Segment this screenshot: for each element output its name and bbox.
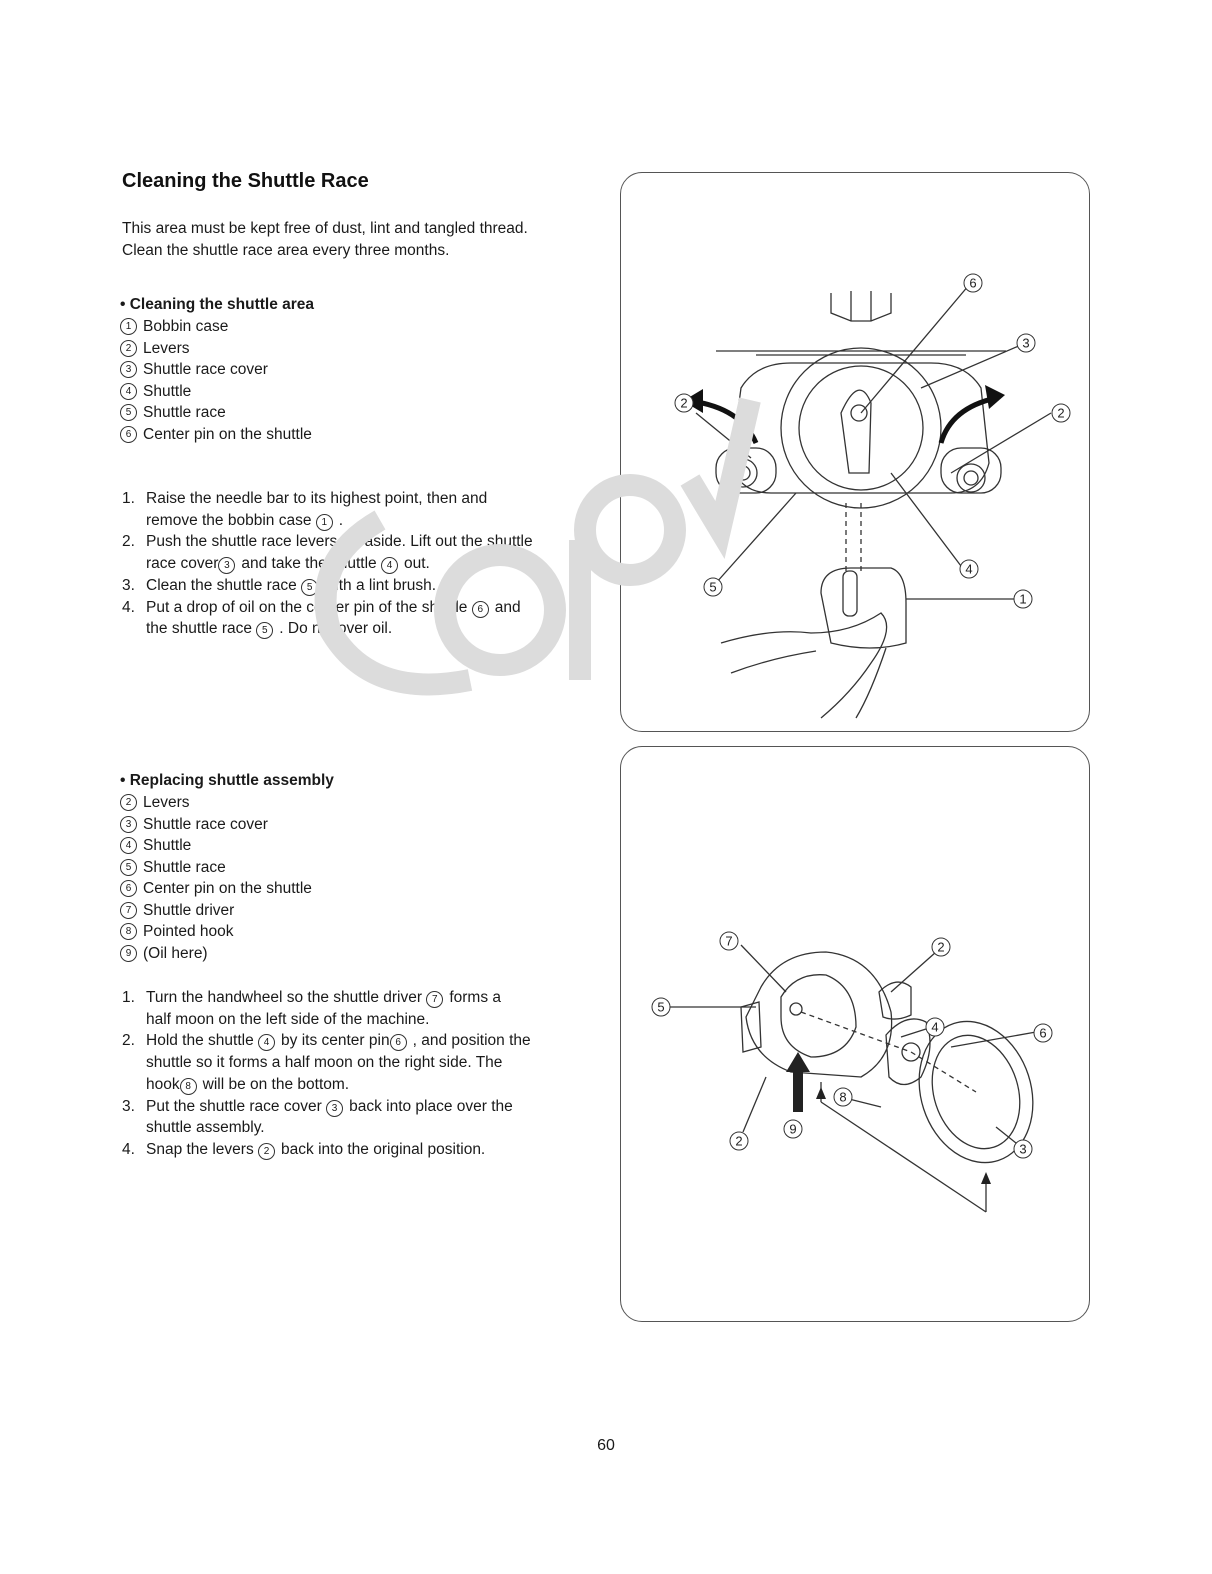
callout-label: 2 [1057, 405, 1065, 421]
step-text: forms a [449, 989, 502, 1006]
callout-number: 8 [180, 1078, 197, 1095]
list-item [120, 900, 600, 922]
part-label: (Oil here) [143, 944, 208, 962]
intro-line: Clean the shuttle race area every three months. [122, 242, 450, 259]
callout-number: 3 [326, 1100, 343, 1117]
step-text: Raise the needle bar to its highest point, then and [146, 490, 488, 507]
callout-number: 5 [256, 622, 273, 639]
callout-number: 1 [120, 318, 137, 335]
step-number: 2. [122, 1032, 135, 1050]
step-item [122, 1096, 592, 1139]
step-text: Clean the shuttle race [146, 576, 297, 594]
step-item [122, 1030, 592, 1095]
bobbin-case [821, 568, 906, 648]
step-text: Turn the handwheel so the shuttle driver [146, 989, 423, 1006]
copy-watermark [250, 280, 810, 760]
step-text: half moon on the left side of the machine. [146, 1010, 430, 1028]
callout-number: 8 [120, 923, 137, 940]
callout-number: 3 [120, 361, 137, 378]
callout-number: 4 [381, 557, 398, 574]
part-label: Bobbin case [143, 318, 229, 335]
step-number: 3. [122, 576, 135, 594]
part-label: Shuttle [143, 837, 192, 854]
step-text: aside. Lift out the shuttle [364, 533, 533, 551]
step-text: back into the original position. [281, 1140, 486, 1158]
callout-number: 2 [258, 1143, 275, 1160]
step-text: the shuttle race [146, 620, 252, 638]
step-text: out. [403, 555, 430, 573]
callout-label: 6 [1039, 1025, 1047, 1041]
callout-number: 5 [120, 404, 137, 421]
step-text: remove the bobbin case [146, 511, 312, 529]
intro-text [122, 218, 602, 262]
callout-number: 7 [426, 991, 443, 1008]
callout-number: 5 [120, 859, 137, 876]
callout-number: 4 [258, 1034, 275, 1051]
step-text: Push the shuttle race levers [146, 533, 338, 551]
step-text: Put the shuttle race cover [146, 1097, 322, 1115]
step-text: will be on the bottom. [202, 1075, 350, 1093]
list-item [120, 878, 600, 900]
cleaning-heading: • Cleaning the shuttle area [120, 296, 315, 313]
part-label: Shuttle race [143, 404, 226, 421]
callout-label: 2 [735, 1133, 743, 1149]
oil-arrow-icon [793, 1067, 803, 1112]
callout-number: 9 [120, 945, 137, 962]
part-label: Levers [143, 794, 190, 811]
step-text: , and position the [412, 1032, 531, 1050]
step-number: 1. [122, 490, 135, 507]
callout-number: 6 [472, 601, 489, 618]
step-text: . [338, 511, 344, 529]
figure-replacing-illustration [621, 747, 1089, 1321]
part-label: Shuttle race [143, 858, 226, 876]
list-item [120, 943, 600, 965]
callout-number: 2 [120, 340, 137, 357]
replacing-section [120, 770, 600, 964]
list-item [120, 857, 600, 879]
step-text: hook [146, 1075, 180, 1093]
callout-label: 9 [789, 1121, 797, 1137]
callout-label: 1 [1019, 591, 1027, 607]
replacing-parts-list [120, 792, 600, 964]
callout-number: 7 [120, 902, 137, 919]
step-number: 3. [122, 1097, 135, 1115]
center-pin [851, 405, 867, 421]
callout-label: 3 [1019, 1141, 1027, 1157]
part-label: Shuttle driver [143, 901, 235, 919]
arrow-right-icon [941, 398, 996, 443]
step-text: back into place over the [349, 1097, 513, 1115]
step-text: Snap the levers [146, 1140, 254, 1158]
page-number: 60 [597, 1437, 615, 1454]
part-label: Pointed hook [143, 923, 234, 940]
part-label: Center pin on the shuttle [143, 880, 312, 897]
callout-label: 2 [937, 939, 945, 955]
step-number: 4. [122, 598, 135, 616]
page-title: Cleaning the Shuttle Race [122, 170, 369, 192]
callout-number: 4 [120, 383, 137, 400]
part-label: Levers [143, 339, 190, 357]
step-text: Hold the shuttle [146, 1032, 254, 1050]
callout-number: 4 [120, 837, 137, 854]
list-item [120, 792, 600, 814]
callout-label: 5 [657, 999, 665, 1015]
replacing-heading: • Replacing shuttle assembly [120, 772, 334, 789]
figure-replacing-panel [620, 746, 1090, 1322]
step-text: and [494, 598, 521, 616]
callout-label: 5 [709, 579, 717, 595]
step-item [122, 987, 592, 1030]
step-text: and take the shuttle [241, 555, 377, 573]
callout-number: 2 [120, 794, 137, 811]
step-text: shuttle assembly. [146, 1119, 265, 1137]
step-text: with a lint brush. [324, 576, 437, 594]
list-item [120, 921, 600, 943]
replacing-steps [122, 987, 592, 1161]
callout-label: 8 [839, 1089, 847, 1105]
intro-line: This area must be kept free of dust, lint and tangled thread. [122, 220, 528, 237]
callout-number: 6 [390, 1034, 407, 1051]
callout-label: 6 [969, 275, 977, 291]
step-text: race cover [146, 555, 219, 573]
callout-number: 1 [316, 514, 333, 531]
shuttle-race-body [746, 952, 892, 1077]
callout-number: 6 [120, 880, 137, 897]
callout-number: 3 [120, 816, 137, 833]
callout-label: 4 [965, 561, 973, 577]
step-text: . Do not over oil. [279, 620, 393, 638]
step-number: 4. [122, 1140, 135, 1158]
callout-label: 7 [725, 933, 733, 949]
callout-label: 4 [931, 1019, 939, 1035]
step-item [122, 1139, 592, 1161]
callout-number: 2 [342, 535, 359, 552]
step-number: 1. [122, 989, 135, 1006]
presser-foot-icon [831, 293, 891, 321]
callout-number: 3 [218, 557, 235, 574]
part-label: Shuttle race cover [143, 361, 268, 378]
callout-number: 5 [301, 579, 318, 596]
step-text: shuttle so it forms a half moon on the right side. The [146, 1054, 503, 1072]
part-label: Shuttle race cover [143, 815, 268, 833]
list-item [120, 814, 600, 836]
callout-number: 6 [120, 426, 137, 443]
step-text: Put a drop of oil on the center pin of the shuttle [146, 598, 468, 616]
part-label: Center pin on the shuttle [143, 425, 312, 443]
part-label: Shuttle [143, 382, 192, 400]
step-text: by its center pin [281, 1032, 390, 1050]
shuttle-icon [886, 1019, 930, 1085]
list-item [120, 835, 600, 857]
step-number: 2. [122, 533, 135, 551]
callout-label: 2 [680, 395, 688, 411]
callout-label: 3 [1022, 335, 1030, 351]
